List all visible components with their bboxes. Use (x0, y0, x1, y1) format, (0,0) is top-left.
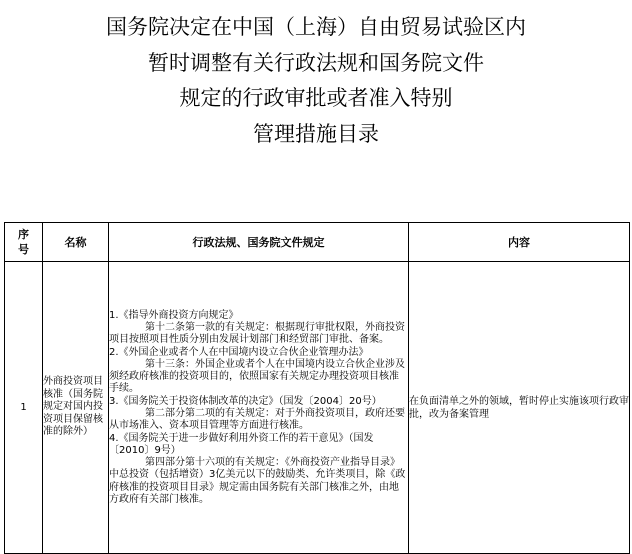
document-title (0, 10, 632, 152)
title-line: 国务院决定在中国（上海）自由贸易试验区内 (106, 15, 526, 39)
row-seq: 1 (5, 262, 43, 554)
law-item-text: 第十三条：外国企业或者个人在中国境内设立合伙企业涉及须经政府核准的投资项目的，依照国家有关规定办理投资项目核准手续。 (109, 358, 405, 395)
measures-table (4, 222, 630, 554)
law-item-title: 4.《国务院关于进一步做好利用外资工作的若干意见》（国发〔2010〕9号） (109, 432, 374, 456)
table-header-row (5, 223, 630, 262)
title-line: 暂时调整有关行政法规和国务院文件 (148, 50, 484, 75)
table-row (5, 262, 630, 554)
header-name: 名称 (43, 223, 109, 262)
title-line: 规定的行政审批或者准入特别 (179, 86, 453, 110)
header-content: 内容 (409, 223, 630, 262)
header-seq: 序号 (5, 223, 43, 262)
law-item-text: 第十二条第一款的有关规定：根据现行审批权限，外商投资项目按照项目性质分别由发展计划部门和经贸部门审批、备案。 (109, 321, 405, 346)
law-item-title: 1.《指导外商投资方向规定》 (109, 309, 239, 321)
row-law (109, 262, 409, 554)
row-content: 在负面清单之外的领域，暂时停止实施该项行政审批，改为备案管理 (409, 262, 630, 554)
header-law: 行政法规、国务院文件规定 (109, 223, 409, 262)
title-line: 管理措施目录 (253, 121, 379, 146)
law-item-text: 第四部分第十六项的有关规定：《外商投资产业指导目录》中总投资（包括增资）3亿美元以下的鼓励类、允许类项目，除《政府核准的投资项目目录》规定需由国务院有关部门核准之外，由地方政府有关部门核准。 (109, 457, 406, 506)
law-item-text: 第二部分第二项的有关规定：对于外商投资项目，政府还要从市场准入、资本项目管理等方面进行核准。 (109, 408, 405, 432)
law-item-title: 2.《外国企业或者个人在中国境内设立合伙企业管理办法》 (109, 346, 369, 358)
row-name: 外商投资项目核准（国务院规定对国内投资项目保留核准的除外） (43, 262, 109, 554)
law-item-title: 3.《国务院关于投资体制改革的决定》（国发〔2004〕20号） (109, 395, 382, 407)
